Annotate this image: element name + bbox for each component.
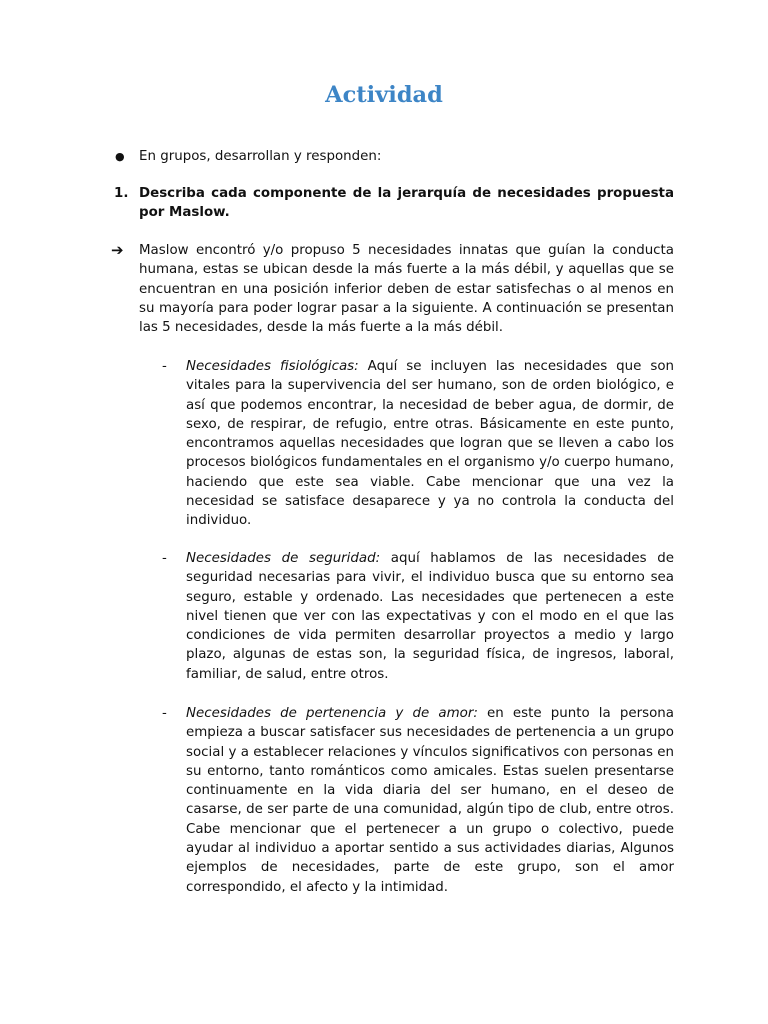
need-text: en este punto la persona empieza a buscar satisfacer sus necesidades de pertenencia a un grupo social y a establecer relaciones y vínculos significativos con personas en su entorno, tanto románticos como amicales. Estas suelen presentarse continuamente en la vida diaria del ser humano, en el deseo de casarse, de ser parte de una comunidad, algún tipo de club, entre otros. Cabe mencionar que el pertenecer a un grupo o colectivo, puede ayudar al individuo a aportar sentido a sus actividades diarias, Algunos ejemplos de necesidades, parte de este grupo, son el amor correspondido, el afecto y la intimidad. — [186, 706, 674, 895]
arrow-marker-icon: ➔ — [111, 241, 124, 259]
bullet-text: En grupos, desarrollan y responden: — [139, 149, 382, 164]
need-description — [186, 549, 674, 684]
need-text: aquí hablamos de las necesidades de seguridad necesarias para vivir, el individuo busca que su entorno sea seguro, estable y ordenado. Las necesidades que pertenecen a este nivel tienen que ver con las expectativas y con el modo en el que las condiciones de vida permiten desarrollar proyectos a medio y largo plazo, algunas de estas son, la seguridad física, de ingresos, laboral, familiar, de salud, entre otros. — [186, 551, 674, 682]
need-description — [186, 704, 674, 897]
dash-marker: - — [162, 551, 167, 566]
page-title: Actividad — [325, 82, 443, 108]
dash-marker: - — [162, 359, 167, 374]
dash-marker: - — [162, 706, 167, 721]
need-term: Necesidades fisiológicas: — [186, 359, 359, 374]
question-number: 1. — [114, 186, 129, 201]
need-term: Necesidades de seguridad: — [186, 551, 381, 566]
bullet-marker: ● — [115, 150, 125, 163]
need-description — [186, 357, 674, 531]
need-text: Aquí se incluyen las necesidades que son vitales para la supervivencia del ser humano, son de orden biológico, e así que podemos encontrar, la necesidad de beber agua, de dormir, de sexo, de respirar, de refugio, entre otras. Básicamente en este punto, encontramos aquellas necesidades que logran que se lleven a cabo los procesos biológicos fundamentales en el organismo y/o cuerpo humano, haciendo que este sea viable. Cabe mencionar que una vez la necesidad se satisface desaparece y ya no controla la conducta del individuo. — [186, 359, 675, 529]
need-term: Necesidades de pertenencia y de amor: — [186, 706, 478, 721]
answer-text: Maslow encontró y/o propuso 5 necesidades innatas que guían la conducta humana, estas se ubican desde la más fuerte a la más débil, y aquellas que se encuentran en una posición inferior deben de estar satisfechas o al menos en su mayoría para poder lograr pasar a la siguiente. A continuación se presentan las 5 necesidades, desde la más fuerte a la más débil. — [139, 243, 674, 336]
question-text: Describa cada componente de la jerarquía de necesidades propuesta por Maslow. — [139, 186, 674, 221]
